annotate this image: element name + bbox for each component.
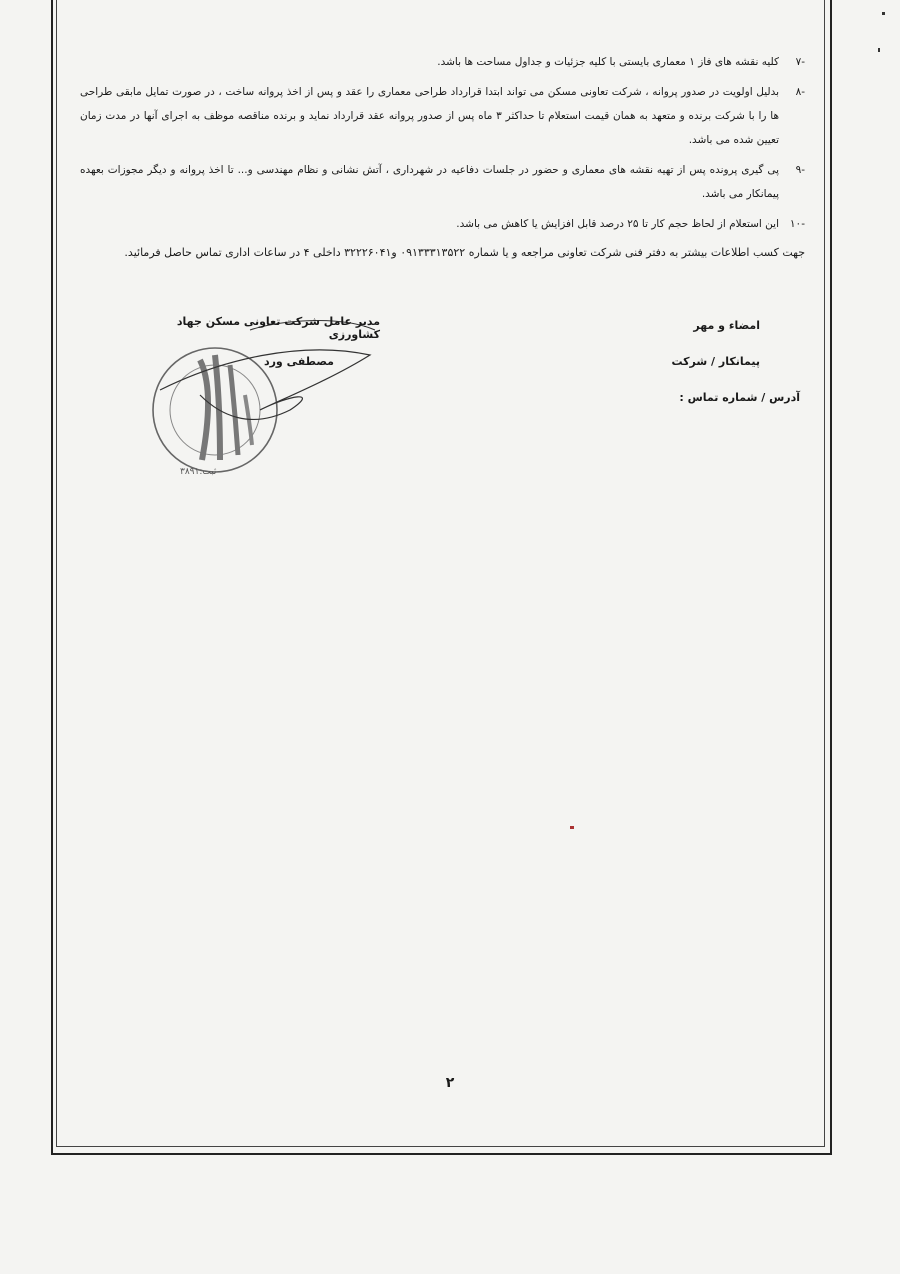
contractor-signature-block (620, 317, 800, 425)
item-number: -۱۰ (789, 218, 805, 230)
item-number: -۷ (795, 56, 805, 68)
address-label: آدرس / شماره تماس : (679, 391, 800, 404)
list-item-9 (80, 158, 805, 206)
sign-seal-label: امضاء و مهر (693, 319, 760, 332)
seal-emblem (200, 360, 208, 460)
item-text: این استعلام از لحاظ حجم کار تا ۲۵ درصد قابل افزایش یا کاهش می باشد. (456, 218, 779, 230)
list-item-8 (80, 80, 805, 152)
scan-speck (878, 48, 880, 52)
stamp-registration-number: ثبت:۳۸۹۱ (180, 467, 217, 477)
scan-speck (882, 12, 885, 15)
scan-speck (570, 826, 574, 829)
item-text: پی گیری پرونده پس از تهیه نقشه های معماری و حضور در جلسات دفاعیه در شهرداری ، آتش نشانی و نظام مهندسی و... تا اخذ پروانه و دیگر مجوزات بعهده پیمانکار می باشد. (80, 164, 779, 200)
manager-signature-block (140, 315, 380, 368)
contractor-label: پیمانکار / شرکت (671, 355, 760, 368)
contact-paragraph: جهت کسب اطلاعات بیشتر به دفتر فنی شرکت تعاونی مراجعه و یا شماره ۰۹۱۳۳۳۱۳۵۲۲ و۳۲۲۲۶۰۴۱ داخلی ۴ در ساعات اداری تماس حاصل فرمائید. (124, 246, 805, 259)
list-item-10 (80, 212, 805, 236)
item-number: -۸ (795, 86, 805, 98)
list-item-7 (80, 50, 805, 74)
page-number: ۲ (445, 1075, 455, 1091)
item-number: -۹ (795, 164, 805, 176)
manager-name: مصطفی ورد (263, 355, 334, 368)
item-text: بدلیل اولویت در صدور پروانه ، شرکت تعاونی مسکن می تواند ابتدا قرارداد طراحی معماری را عقد و پس از اخذ پروانه ساخت ، در صورت تمایل مابقی طراحی ها را با شرکت برنده و متعهد به همان قیمت استعلام تا حداکثر ۳ ماه پس از صدور پروانه عقد قرارداد نماید و برنده مناقصه موظف به اجرای آنها در مدت زمان تعیین شده می باشد. (80, 86, 779, 146)
manager-title: مدیر عامل شرکت تعاونی مسکن جهاد کشاورزی (176, 315, 380, 341)
document-body (80, 50, 805, 264)
item-text: کلیه نقشه های فاز ۱ معماری بایستی با کلیه جزئیات و جداول مساحت ها باشد. (437, 56, 779, 68)
